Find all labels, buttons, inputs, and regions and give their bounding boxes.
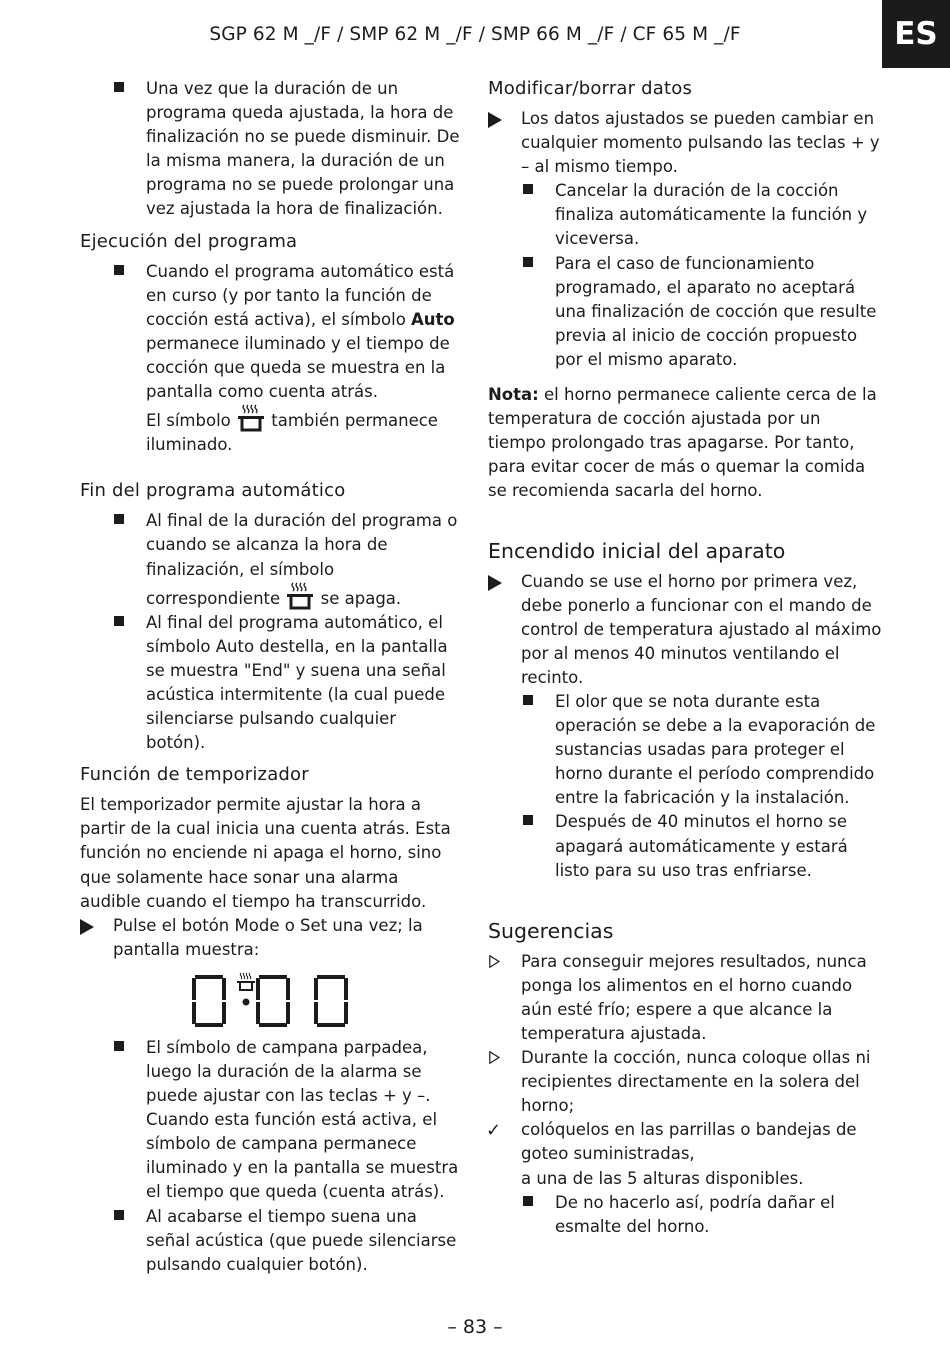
note-label: Nota: bbox=[488, 385, 539, 405]
note-paragraph: Nota: el horno permanece caliente cerca de la temperatura de cocción ajustada por un tiempo prolongado tras apagarse. Por tanto, para evitar cocer de más o quemar la comida se recomienda sacarla del horno. bbox=[488, 385, 877, 501]
list-item: Al final del programa automático, el símbolo Auto destella, en la pantalla se muestra "End" y suena una señal acústica intermitente (la cual puede silenciarse pulsando cualquier botón). bbox=[80, 611, 460, 756]
square-bullet-icon bbox=[523, 184, 533, 194]
display-segment bbox=[286, 978, 290, 1000]
square-bullet-icon bbox=[114, 1210, 124, 1220]
left-column bbox=[80, 77, 460, 1277]
outline-arrow-icon bbox=[489, 1051, 500, 1064]
auto-label: Auto bbox=[411, 309, 455, 329]
display-segment bbox=[259, 1023, 287, 1027]
section-heading-modificar: Modificar/borrar datos bbox=[488, 78, 693, 99]
section-heading-sugerencias: Sugerencias bbox=[488, 918, 614, 943]
square-bullet-icon bbox=[114, 1041, 124, 1051]
display-segment bbox=[195, 975, 223, 979]
list-item: Cancelar la duración de la cocción finaliza automáticamente la función y viceversa. bbox=[488, 179, 883, 251]
list-item: Una vez que la duración de un programa queda ajustada, la hora de finalización no se puede disminuir. De la misma manera, la duración de un programa no se puede prolongar una vez ajustada la hora de finalización. bbox=[80, 77, 460, 222]
tip-item: Para conseguir mejores resultados, nunca ponga los alimentos en el horno cuando aún esté frío; espere a que alcance la temperatura ajustada. bbox=[488, 950, 883, 1046]
right-column bbox=[488, 77, 883, 1239]
display-segment bbox=[192, 978, 196, 1000]
list-item: El símbolo de campana parpadea, luego la duración de la alarma se puede ajustar con las teclas + y –. Cuando esta función está activa, el símbolo de campana permanece iluminado y en la pantalla se muestra el tiempo que queda (cuenta atrás). bbox=[80, 1036, 460, 1205]
square-bullet-icon bbox=[114, 265, 124, 275]
step-item: Cuando se use el horno por primera vez, debe ponerlo a funcionar con el mando de control de temperatura ajustado al máximo por al menos 40 minutos ventilando el recinto. bbox=[488, 570, 883, 690]
display-segment bbox=[344, 1002, 348, 1024]
play-arrow-icon bbox=[488, 112, 502, 128]
list-item: Al final de la duración del programa o cuando se alcanza la hora de finalización, el símbolo correspondiente se apaga. bbox=[80, 509, 460, 610]
display-segment bbox=[222, 1002, 226, 1024]
display-segment bbox=[317, 1023, 345, 1027]
square-bullet-icon bbox=[523, 695, 533, 705]
document-header-title: SGP 62 M _/F / SMP 62 M _/F / SMP 66 M _/F / CF 65 M _/F bbox=[209, 24, 741, 45]
square-bullet-icon bbox=[114, 616, 124, 626]
list-item: Al acabarse el tiempo suena una señal acústica (que puede silenciarse pulsando cualquier botón). bbox=[80, 1205, 460, 1277]
play-arrow-icon bbox=[80, 919, 94, 935]
display-segment bbox=[314, 1002, 318, 1024]
seven-segment-display bbox=[190, 972, 355, 1034]
display-segment bbox=[195, 1023, 223, 1027]
list-item: El olor que se nota durante esta operación se debe a la evaporación de sustancias usadas para proteger el horno durante el período comprendido entre la fabricación y la instalación. bbox=[488, 690, 883, 810]
square-bullet-icon bbox=[114, 514, 124, 524]
outline-arrow-icon bbox=[489, 955, 500, 968]
square-bullet-icon bbox=[523, 257, 533, 267]
tip-item: Durante la cocción, nunca coloque ollas ni recipientes directamente en la solera del horno; bbox=[488, 1046, 883, 1118]
display-segment bbox=[192, 1002, 196, 1024]
section-heading-encendido: Encendido inicial del aparato bbox=[488, 538, 786, 563]
display-segment bbox=[259, 975, 287, 979]
section-heading-ejecucion: Ejecución del programa bbox=[80, 230, 298, 252]
cooking-pot-icon bbox=[285, 582, 315, 610]
display-segment bbox=[256, 1002, 260, 1024]
display-digits bbox=[192, 975, 348, 1027]
display-segment bbox=[314, 978, 318, 1000]
display-segment bbox=[344, 978, 348, 1000]
list-item: Para el caso de funcionamiento programado, el aparato no aceptará una finalización de cocción que resulte previa al inicio de cocción propuesto por el mismo aparato. bbox=[488, 252, 883, 372]
display-segment bbox=[222, 978, 226, 1000]
display-segment bbox=[286, 1002, 290, 1024]
section-heading-fin: Fin del programa automático bbox=[80, 480, 346, 502]
timer-display bbox=[190, 972, 355, 1034]
check-item: ✓ colóquelos en las parrillas o bandejas de goteo suministradas, a una de las 5 alturas disponibles. bbox=[486, 1120, 857, 1188]
display-segment bbox=[256, 978, 260, 1000]
cooking-pot-icon bbox=[236, 404, 266, 432]
language-badge: ES bbox=[882, 0, 950, 68]
list-item: De no hacerlo así, podría dañar el esmalte del horno. bbox=[488, 1191, 883, 1239]
square-bullet-icon bbox=[523, 1196, 533, 1206]
display-segment bbox=[317, 975, 345, 979]
square-bullet-icon bbox=[114, 82, 124, 92]
list-item: Cuando el programa automático está en curso (y por tanto la función de cocción está activa), el símbolo Auto permanece iluminado y el tiempo de cocción que queda se muestra en la pantalla como cuenta atrás. El símbolo también permanece iluminado. bbox=[80, 260, 460, 458]
temporizador-intro: El temporizador permite ajustar la hora a partir de la cual inicia una cuenta atrás. Esta función no enciende ni apaga el horno, sino que solamente hace sonar una alarma audible cuando el tiempo ha transcurrido. bbox=[80, 795, 451, 911]
list-item: Después de 40 minutos el horno se apagará automáticamente y estará listo para su uso tras enfriarse. bbox=[488, 810, 883, 882]
step-item: Los datos ajustados se pueden cambiar en cualquier momento pulsando las teclas + y – al mismo tiempo. bbox=[488, 107, 883, 179]
checkmark-icon: ✓ bbox=[486, 1120, 502, 1142]
square-bullet-icon bbox=[523, 815, 533, 825]
page-number: – 83 – bbox=[447, 1316, 503, 1338]
section-heading-temporizador: Función de temporizador bbox=[80, 764, 309, 786]
play-arrow-icon bbox=[488, 575, 502, 591]
step-item: Pulse el botón Mode o Set una vez; la pantalla muestra: bbox=[80, 914, 460, 962]
